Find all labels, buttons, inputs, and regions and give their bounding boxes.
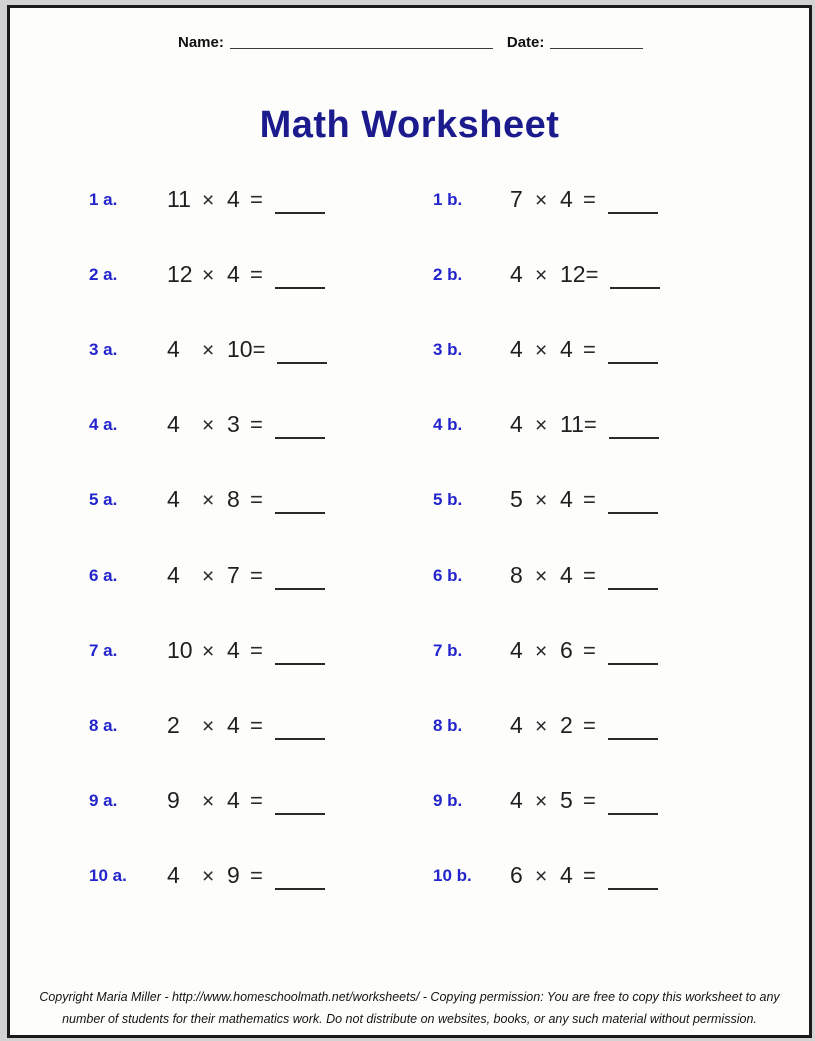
problem-expression — [167, 562, 433, 590]
problem-label: 1 a. — [89, 189, 118, 209]
copyright-footer — [10, 986, 809, 1030]
problems-grid — [10, 162, 809, 914]
copyright-line-2: number of students for their mathematics work. Do not distribute on websites, books, or any such material without permission. — [62, 1012, 757, 1026]
problem-label: 5 a. — [89, 490, 118, 510]
multiply-icon: × — [535, 489, 548, 513]
factor-1: 5 — [510, 486, 523, 513]
problem-label: 7 b. — [433, 640, 463, 660]
factor-1: 4 — [510, 411, 523, 438]
equals-sign: = — [250, 863, 263, 889]
multiply-icon: × — [202, 639, 215, 663]
factor-2: 4 — [227, 185, 240, 212]
factor-1: 4 — [167, 862, 180, 889]
answer-blank — [275, 793, 325, 815]
name-label: Name: — [178, 34, 224, 51]
problem-expression — [167, 637, 433, 665]
problem-expression — [167, 261, 433, 289]
problem-label: 8 b. — [433, 715, 463, 735]
answer-blank — [275, 417, 325, 439]
factor-1: 7 — [510, 185, 523, 212]
answer-blank — [608, 643, 658, 665]
answer-blank — [277, 342, 327, 364]
factor-1: 4 — [167, 335, 180, 362]
equals-sign: = — [583, 863, 596, 889]
factor-2: 4 — [560, 486, 573, 513]
problem-expression — [510, 637, 658, 665]
factor-1: 11 — [167, 185, 191, 212]
problem-label: 10 a. — [89, 866, 127, 886]
multiply-icon: × — [202, 564, 215, 588]
factor-2: 8 — [227, 486, 240, 513]
factor-1: 10 — [167, 636, 193, 663]
equals-sign: = — [583, 412, 597, 438]
answer-blank — [275, 643, 325, 665]
factor-1: 4 — [167, 486, 180, 513]
problem-expression — [167, 336, 433, 364]
multiply-icon: × — [202, 790, 215, 814]
equals-sign: = — [583, 186, 596, 212]
problem-expression — [167, 411, 433, 439]
multiply-icon: × — [535, 263, 548, 287]
answer-blank — [608, 568, 658, 590]
answer-blank — [608, 342, 658, 364]
name-blank-line — [230, 35, 493, 49]
answer-blank — [608, 492, 658, 514]
factor-1: 4 — [510, 787, 523, 814]
factor-1: 4 — [510, 711, 523, 738]
problem-label: 6 b. — [433, 565, 463, 585]
problem-label: 9 a. — [89, 791, 118, 811]
factor-1: 6 — [510, 862, 523, 889]
problem-label: 5 b. — [433, 490, 463, 510]
name-date-row — [178, 34, 643, 51]
problem-expression — [510, 562, 658, 590]
equals-sign: = — [585, 261, 599, 287]
problem-expression — [167, 787, 433, 815]
date-blank-line — [550, 35, 643, 49]
answer-blank — [609, 417, 659, 439]
equals-sign: = — [250, 261, 263, 287]
problem-row — [10, 237, 809, 312]
multiply-icon: × — [202, 489, 215, 513]
multiply-icon: × — [535, 414, 548, 438]
multiply-icon: × — [535, 865, 548, 889]
factor-1: 4 — [167, 561, 180, 588]
equals-sign: = — [583, 788, 596, 814]
problem-expression — [167, 862, 433, 890]
factor-2: 7 — [227, 561, 240, 588]
equals-sign: = — [250, 487, 263, 513]
multiply-icon: × — [535, 714, 548, 738]
problem-row — [10, 388, 809, 463]
equals-sign: = — [250, 562, 263, 588]
page-title: Math Worksheet — [259, 104, 560, 146]
factor-1: 8 — [510, 561, 523, 588]
multiply-icon: × — [202, 414, 215, 438]
equals-sign: = — [583, 336, 596, 362]
problem-label: 1 b. — [433, 189, 463, 209]
multiply-icon: × — [202, 338, 215, 362]
factor-1: 2 — [167, 711, 180, 738]
answer-blank — [608, 868, 658, 890]
equals-sign: = — [583, 487, 596, 513]
problem-label: 10 b. — [433, 866, 472, 886]
factor-2: 4 — [227, 711, 240, 738]
factor-2: 4 — [560, 561, 573, 588]
equals-sign: = — [250, 637, 263, 663]
worksheet-page — [7, 5, 812, 1038]
problem-row — [10, 764, 809, 839]
factor-2: 12 — [560, 260, 586, 287]
problem-row — [10, 613, 809, 688]
multiply-icon: × — [535, 338, 548, 362]
problem-label: 4 a. — [89, 415, 118, 435]
problem-expression — [510, 336, 658, 364]
problem-label: 4 b. — [433, 415, 463, 435]
multiply-icon: × — [535, 188, 548, 212]
factor-2: 4 — [560, 862, 573, 889]
multiply-icon: × — [202, 263, 215, 287]
equals-sign: = — [250, 412, 263, 438]
factor-1: 4 — [510, 636, 523, 663]
problem-expression — [510, 787, 658, 815]
problem-label: 6 a. — [89, 565, 118, 585]
date-label: Date: — [506, 34, 545, 51]
answer-blank — [608, 192, 658, 214]
factor-2: 9 — [227, 862, 240, 889]
copyright-line-1: Copyright Maria Miller - http://www.homeschoolmath.net/worksheets/ - Copying permission: You are free to copy this worksheet to any — [39, 990, 780, 1004]
problem-expression — [167, 486, 433, 514]
multiply-icon: × — [202, 188, 215, 212]
multiply-icon: × — [535, 639, 548, 663]
problem-row — [10, 162, 809, 237]
problem-label: 9 b. — [433, 791, 463, 811]
factor-2: 10 — [227, 335, 253, 362]
factor-2: 6 — [560, 636, 573, 663]
factor-2: 3 — [227, 411, 240, 438]
answer-blank — [275, 868, 325, 890]
problem-expression — [167, 712, 433, 740]
multiply-icon: × — [535, 790, 548, 814]
answer-blank — [608, 718, 658, 740]
problem-label: 3 b. — [433, 339, 463, 359]
problem-label: 3 a. — [89, 339, 118, 359]
answer-blank — [275, 718, 325, 740]
factor-2: 4 — [227, 260, 240, 287]
factor-1: 4 — [167, 411, 180, 438]
factor-2: 2 — [560, 711, 573, 738]
problem-expression — [510, 862, 658, 890]
problem-row — [10, 538, 809, 613]
problem-row — [10, 463, 809, 538]
problem-expression — [510, 411, 659, 439]
problem-label: 7 a. — [89, 640, 118, 660]
answer-blank — [275, 267, 325, 289]
factor-2: 11 — [560, 411, 584, 438]
multiply-icon: × — [202, 714, 215, 738]
equals-sign: = — [250, 712, 263, 738]
problem-row — [10, 688, 809, 763]
factor-2: 5 — [560, 787, 573, 814]
factor-1: 9 — [167, 787, 180, 814]
answer-blank — [610, 267, 660, 289]
answer-blank — [275, 568, 325, 590]
factor-2: 4 — [560, 185, 573, 212]
problem-row — [10, 312, 809, 387]
factor-2: 4 — [227, 636, 240, 663]
multiply-icon: × — [535, 564, 548, 588]
multiply-icon: × — [202, 865, 215, 889]
answer-blank — [275, 492, 325, 514]
problem-row — [10, 839, 809, 914]
equals-sign: = — [250, 186, 263, 212]
equals-sign: = — [583, 712, 596, 738]
answer-blank — [608, 793, 658, 815]
problem-expression — [510, 712, 658, 740]
equals-sign: = — [583, 562, 596, 588]
equals-sign: = — [252, 336, 266, 362]
equals-sign: = — [583, 637, 596, 663]
problem-label: 2 a. — [89, 264, 118, 284]
problem-expression — [167, 186, 433, 214]
problem-label: 8 a. — [89, 715, 118, 735]
factor-1: 4 — [510, 335, 523, 362]
problem-expression — [510, 261, 660, 289]
problem-label: 2 b. — [433, 264, 463, 284]
factor-2: 4 — [227, 787, 240, 814]
equals-sign: = — [250, 788, 263, 814]
problem-expression — [510, 186, 658, 214]
factor-1: 4 — [510, 260, 523, 287]
factor-1: 12 — [167, 260, 193, 287]
factor-2: 4 — [560, 335, 573, 362]
problem-expression — [510, 486, 658, 514]
answer-blank — [275, 192, 325, 214]
